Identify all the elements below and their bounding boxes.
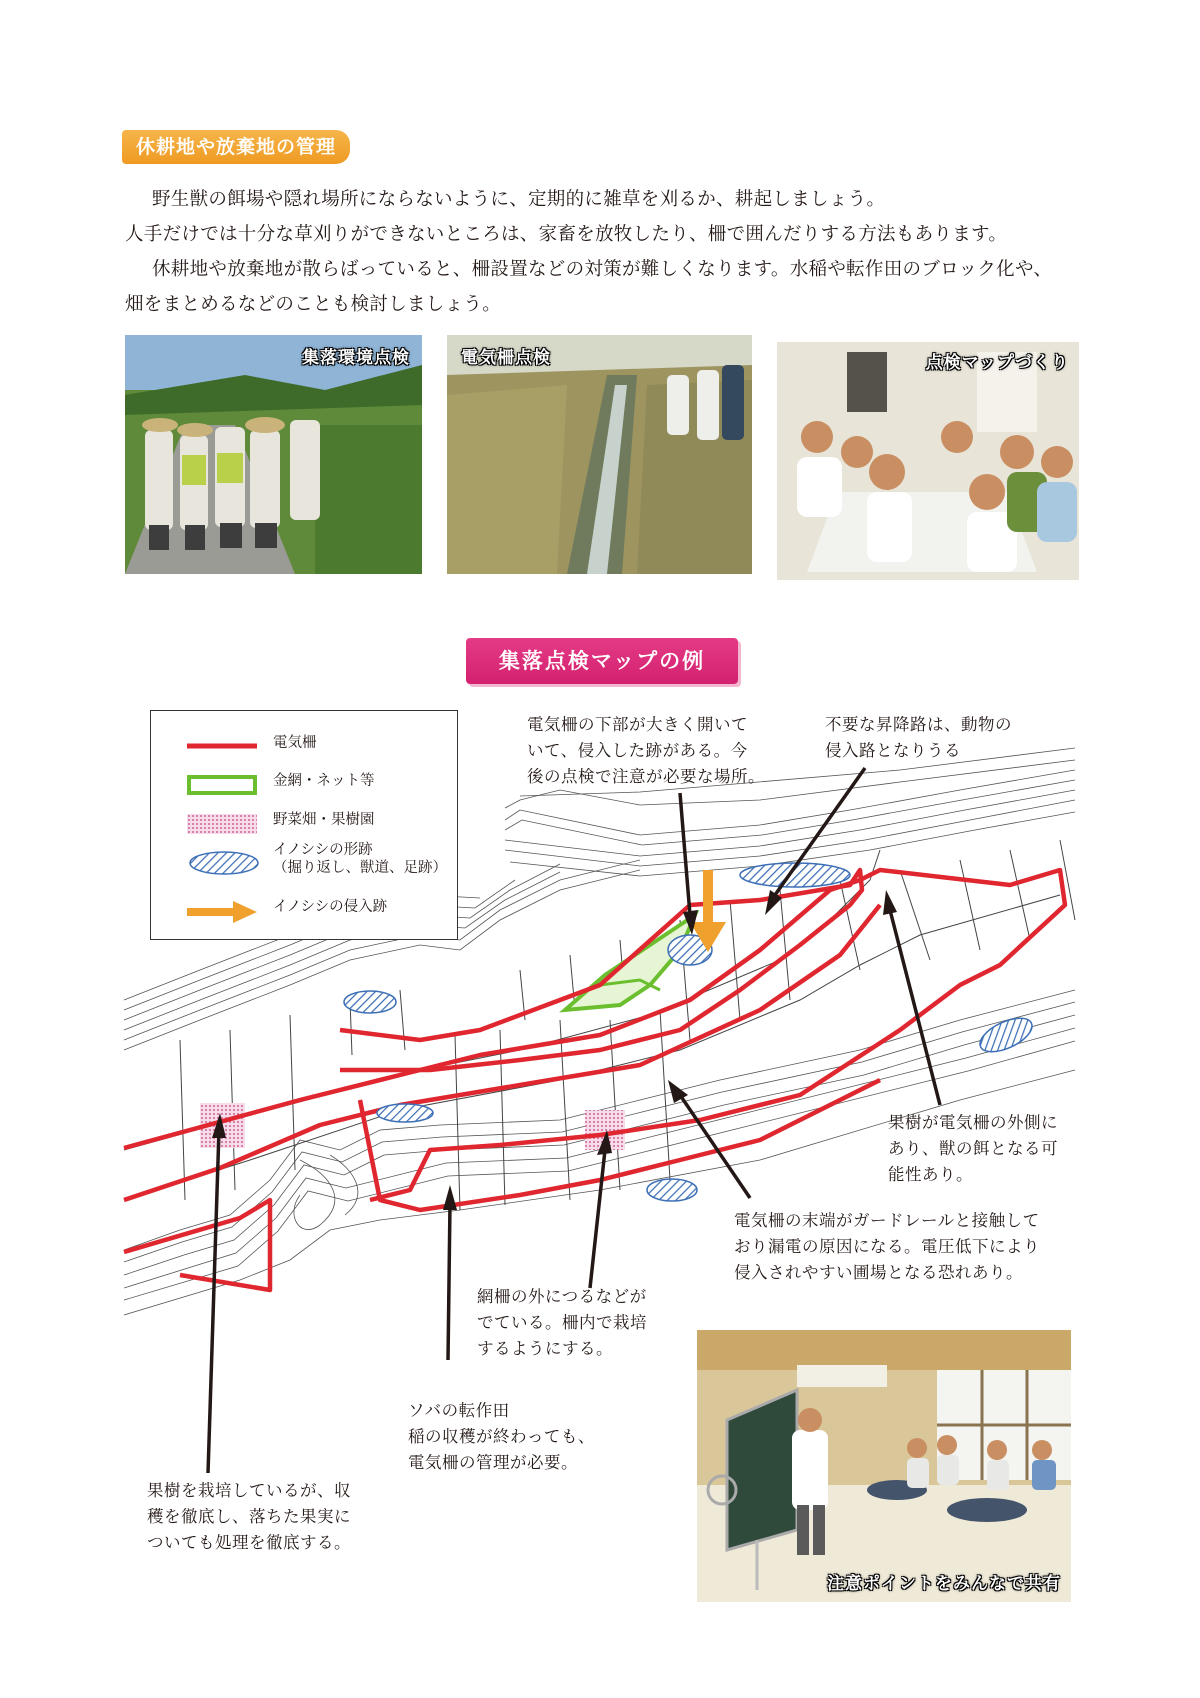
paragraph-4: 畑をまとめるなどのことも検討しましょう。 bbox=[125, 294, 502, 315]
note-guardrail-contact: 電気柵の末端がガードレールと接触して おり漏電の原因になる。電圧低下により 侵入されやすい圃場となる恐れあり。 bbox=[734, 1211, 1040, 1282]
note-buckwheat-field: ソバの転作田 稲の収穫が終わっても、 電気柵の管理が必要。 bbox=[408, 1401, 595, 1472]
photo-caption: 注意ポイントをみんなで共有 bbox=[827, 1574, 1061, 1594]
paragraph-3: 休耕地や放棄地が散らばっていると、柵設置などの対策が難しくなります。水稲や転作田のブロック化や、 bbox=[152, 259, 1053, 280]
photo-caption: 集落環境点検 bbox=[302, 348, 410, 368]
sharing-image bbox=[697, 1330, 1071, 1602]
legend-label: 野菜畑・果樹園 bbox=[273, 812, 375, 828]
legend-label: イノシシの侵入跡 bbox=[273, 899, 388, 915]
legend-label: 金網・ネット等 bbox=[273, 773, 375, 789]
green-rect-icon bbox=[187, 775, 257, 795]
blue-hatched-ellipse-icon bbox=[187, 849, 261, 877]
pink-dots-icon bbox=[187, 814, 257, 834]
legend-row bbox=[151, 893, 457, 927]
legend-label: イノシシの形跡 （掘り返し、獣道、足跡） bbox=[273, 842, 447, 876]
photo-sharing bbox=[697, 1330, 1071, 1602]
note-unneeded-path: 不要な昇降路は、動物の 侵入路となりうる bbox=[825, 715, 1012, 760]
note-gap-under-fence: 電気柵の下部が大きく開いて いて、侵入した跡がある。今 後の点検で注意が必要な場所。 bbox=[527, 715, 765, 786]
metal-net bbox=[565, 915, 695, 1010]
map-legend bbox=[150, 710, 458, 940]
paragraph-1: 野生獣の餌場や隠れ場所にならないように、定期的に雑草を刈るか、耕起しましょう。 bbox=[152, 189, 886, 210]
section-heading: 休耕地や放棄地の管理 bbox=[122, 130, 350, 164]
photo-caption: 電気柵点検 bbox=[461, 348, 551, 368]
legend-row bbox=[151, 729, 457, 763]
photo-caption: 点検マップづくり bbox=[925, 353, 1069, 373]
map-title: 集落点検マップの例 bbox=[466, 638, 738, 684]
legend-row bbox=[151, 839, 457, 887]
legend-row bbox=[151, 806, 457, 840]
note-orchard-harvest: 果樹を栽培しているが、収 穫を徹底し、落ちた果実に ついても処理を徹底する。 bbox=[147, 1481, 351, 1552]
legend-label: 電気柵 bbox=[273, 735, 317, 751]
orange-arrow-icon bbox=[187, 901, 257, 923]
note-fruit-outside: 果樹が電気柵の外側に あり、獣の餌となる可 能性あり。 bbox=[888, 1113, 1058, 1184]
paragraph-2: 人手だけでは十分な草刈りができないところは、家畜を放牧したり、柵で囲んだりする方法もあります。 bbox=[125, 224, 1008, 245]
red-line-icon bbox=[187, 737, 257, 755]
note-vines-outside: 網柵の外につるなどが でている。柵内で栽培 するようにする。 bbox=[477, 1287, 647, 1358]
legend-row bbox=[151, 767, 457, 801]
